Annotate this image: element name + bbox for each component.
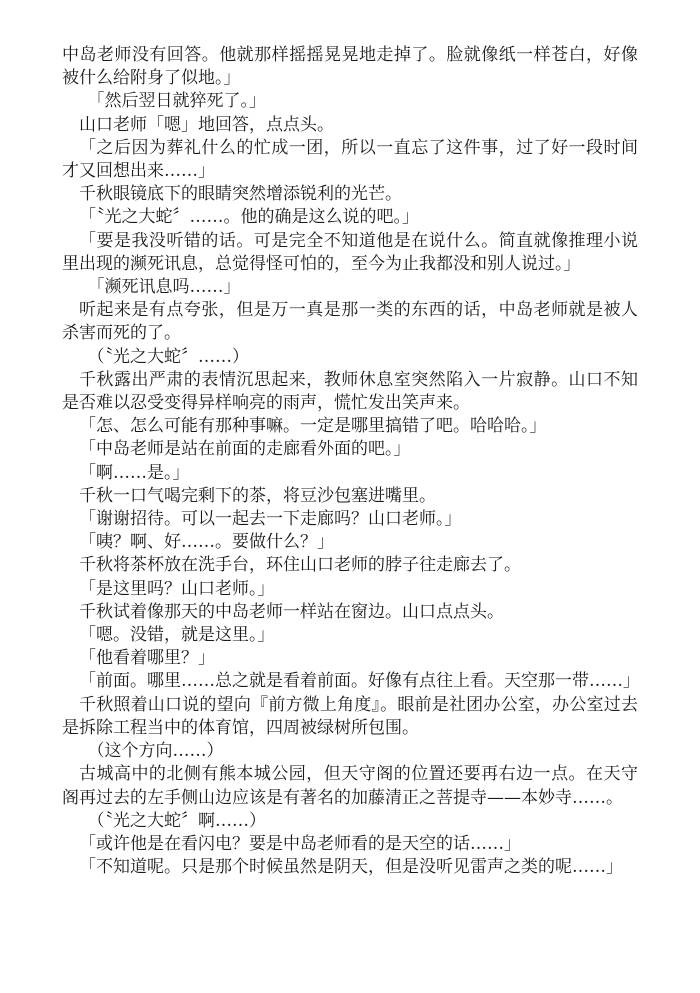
paragraph: 「或许他是在看闪电？要是中岛老师看的是天空的话……」 [79, 833, 521, 854]
paragraph: （〝光之大蛇〞……） [87, 346, 249, 367]
paragraph: 「前面。哪里……总之就是看着前面。好像有点往上看。天空那一带……」 [79, 671, 640, 692]
paragraph: 「谢谢招待。可以一起去一下走廊吗？山口老师。」 [79, 509, 462, 530]
paragraph: 「濒死讯息吗……」 [87, 277, 241, 298]
paragraph: 「嗯。没错，就是这里。」 [79, 625, 275, 646]
paragraph: 「咦？啊、好……。要做什么？」 [79, 532, 334, 553]
paragraph: 「之后因为葬礼什么的忙成一团，所以一直忘了这件事，过了好一段时间才又回想出来……」 [62, 137, 638, 182]
paragraph: 中岛老师没有回答。他就那样摇摇晃晃地走掉了。脸就像纸一样苍白，好像被什么给附身了似地。」 [62, 45, 638, 89]
paragraph: （〝光之大蛇〞啊……） [87, 810, 266, 831]
paragraph: 「〝光之大蛇〞……。他的确是这么说的吧。」 [79, 207, 419, 228]
paragraph: 山口老师「嗯」地回答，点点头。 [79, 114, 334, 135]
document-page [62, 44, 638, 879]
paragraph: 「然后翌日就猝死了。」 [87, 91, 266, 112]
paragraph: 古城高中的北侧有熊本城公园，但天守阁的位置还要再右边一点。在天守阁再过去的左手侧山边应该是有著名的加藤清正之菩提寺——本妙寺……。 [62, 764, 638, 808]
paragraph: 「中岛老师是站在前面的走廊看外面的吧。」 [79, 439, 411, 460]
paragraph: 「要是我没听错的话。可是完全不知道他是在说什么。简直就像推理小说里出现的濒死讯息，总觉得怪可怕的，至今为止我都没和别人说过。」 [62, 230, 638, 274]
paragraph: 「不知道呢。只是那个时候虽然是阴天，但是没听见雷声之类的呢……」 [79, 857, 623, 878]
paragraph: 「啊……是。」 [79, 462, 190, 483]
paragraph: 「怎、怎么可能有那种事嘛。一定是哪里搞错了吧。哈哈哈。」 [79, 416, 547, 437]
paragraph: （这个方向……） [87, 741, 224, 762]
paragraph: 千秋照着山口说的望向『前方微上角度』。眼前是社团办公室，办公室过去是拆除工程当中的体育馆，四周被绿树所包围。 [62, 694, 638, 738]
paragraph: 千秋眼镜底下的眼睛突然增添锐利的光芒。 [79, 184, 402, 205]
paragraph: 听起来是有点夸张，但是万一真是那一类的东西的话，中岛老师就是被人杀害而死的了。 [62, 300, 638, 344]
paragraph: 千秋将茶杯放在洗手台，环住山口老师的脖子往走廊去了。 [79, 555, 521, 576]
paragraph: 「他看着哪里？」 [79, 648, 215, 669]
paragraph: 「是这里吗？山口老师。」 [79, 578, 275, 599]
paragraph: 千秋一口气喝完剩下的茶，将豆沙包塞进嘴里。 [79, 485, 436, 506]
paragraph: 千秋露出严肃的表情沉思起来，教师休息室突然陷入一片寂静。山口不知是否难以忍受变得异样响亮的雨声，慌忙发出笑声来。 [62, 369, 638, 414]
paragraph: 千秋试着像那天的中岛老师一样站在窗边。山口点点头。 [79, 601, 504, 622]
